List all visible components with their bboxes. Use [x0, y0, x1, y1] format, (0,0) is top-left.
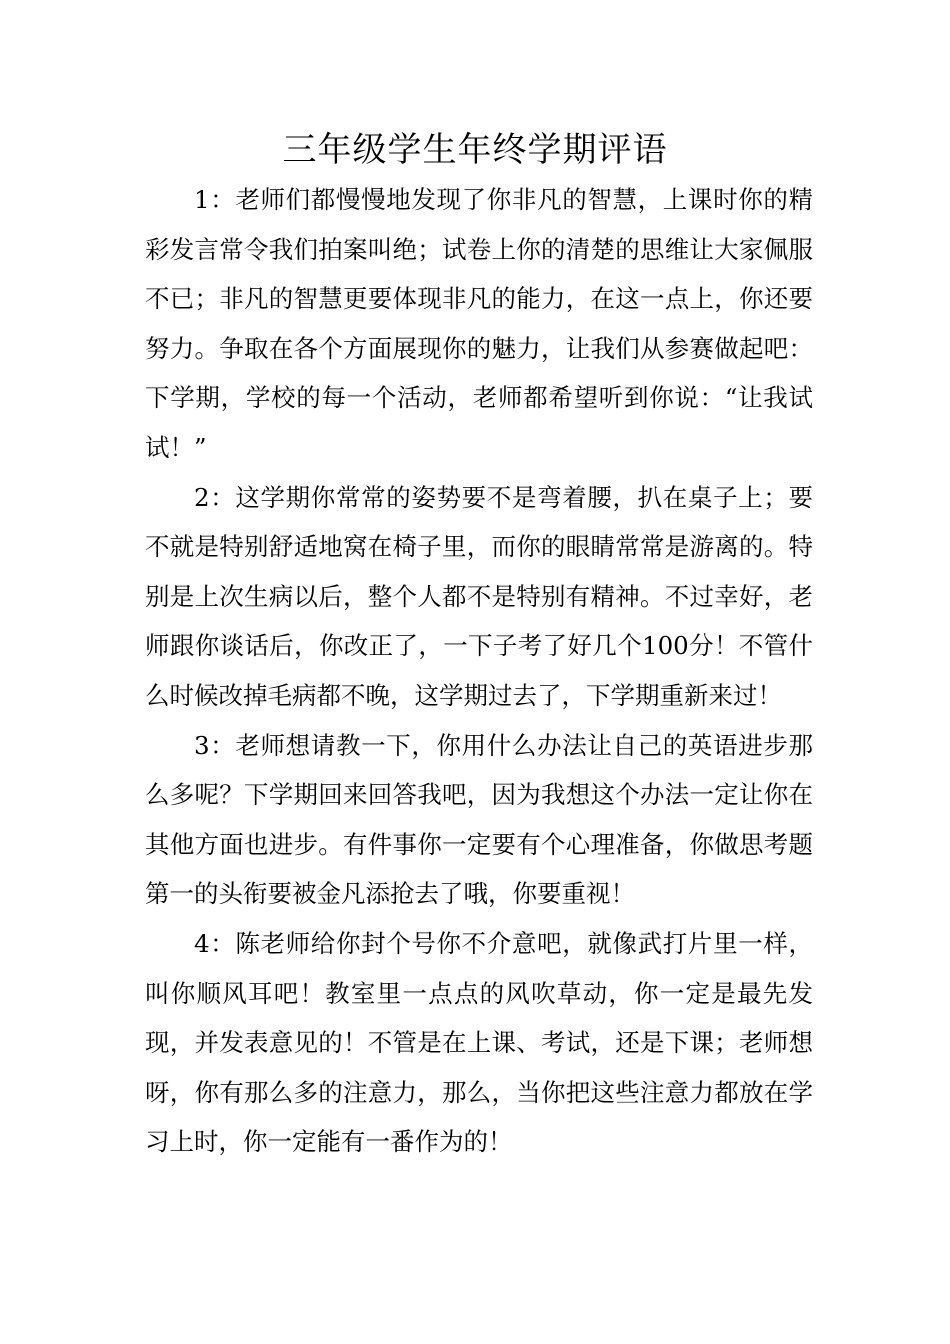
paragraph-1: 1：老师们都慢慢地发现了你非凡的智慧，上课时你的精彩发言常令我们拍案叫绝；试卷上你的清楚的思维让大家佩服不已；非凡的智慧更要体现非凡的能力，在这一点上，你还要努力。争取在各个方面展现你的魅力，让我们从参赛做起吧：下学期，学校的每一个活动，老师都希望听到你说：“让我试试！”	[145, 185, 813, 462]
document-title: 三年级学生年终学期评语	[282, 130, 668, 170]
paragraph-4: 4：陈老师给你封个号你不介意吧，就像武打片里一样，叫你顺风耳吧！教室里一点点的风吹草动，你一定是最先发现，并发表意见的！不管是在上课、考试，还是下课；老师想呀，你有那么多的注意力，那么，当你把这些注意力都放在学习上时，你一定能有一番作为的！	[145, 928, 813, 1157]
document-body	[145, 175, 813, 1167]
paragraph-3: 3：老师想请教一下，你用什么办法让自己的英语进步那么多呢？下学期回来回答我吧，因为我想这个办法一定让你在其他方面也进步。有件事你一定要有个心理准备，你做思考题第一的头衔要被金凡添抢去了哦，你要重视！	[145, 730, 813, 909]
paragraph-2: 2：这学期你常常的姿势要不是弯着腰，扒在桌子上；要不就是特别舒适地窝在椅子里，而你的眼睛常常是游离的。特别是上次生病以后，整个人都不是特别有精神。不过幸好，老师跟你谈话后，你改正了，一下子考了好几个100分！不管什么时候改掉毛病都不晚，这学期过去了，下学期重新来过！	[145, 482, 813, 710]
